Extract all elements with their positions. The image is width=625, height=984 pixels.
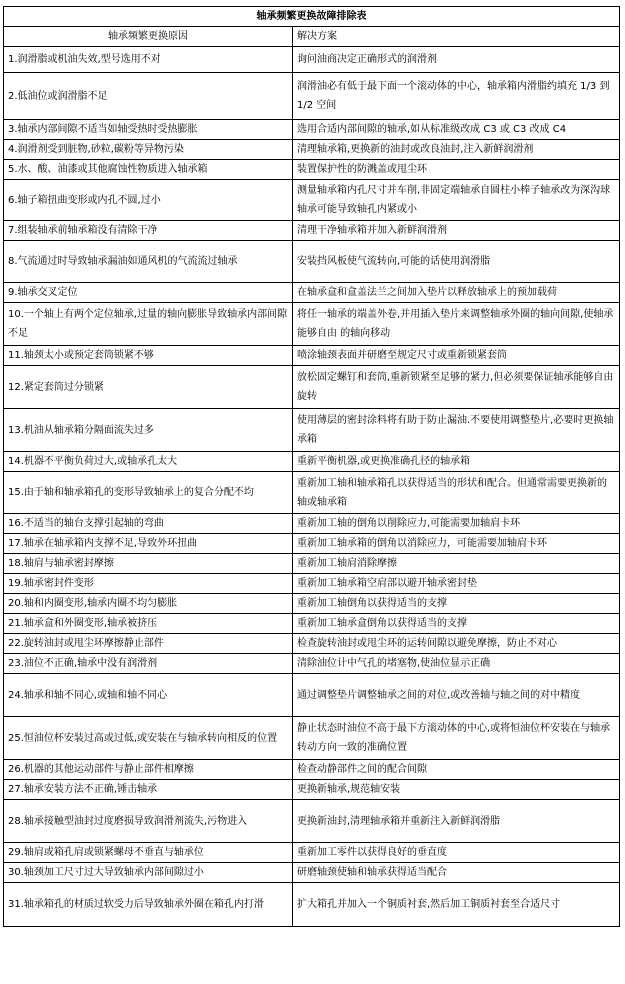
solution-cell: 重新加工零件以获得良好的垂直度	[293, 843, 620, 863]
solution-cell: 重新平衡机器,或更换准确孔径的轴承箱	[293, 452, 620, 472]
cause-cell: 2.低油位或润滑脂不足	[4, 73, 293, 120]
cause-cell: 29.轴肩或箱孔肩或锁紧螺母不垂直与轴承位	[4, 843, 293, 863]
table-row	[4, 283, 620, 303]
table-row	[4, 674, 620, 717]
table-row	[4, 883, 620, 927]
table-row	[4, 472, 620, 514]
table-row	[4, 634, 620, 654]
table-row	[4, 554, 620, 574]
cause-cell: 21.轴承盒和外圈变形,轴承被挤压	[4, 614, 293, 634]
table-title: 轴承频繁更换故障排除表	[4, 7, 620, 27]
solution-cell: 重新加工轴承箱的倒角以消除应力，可能需要加轴肩卡环	[293, 534, 620, 554]
table-row	[4, 47, 620, 73]
table-row	[4, 303, 620, 346]
cause-cell: 18.轴肩与轴承密封摩擦	[4, 554, 293, 574]
solution-cell: 扩大箱孔并加入一个铜质衬套,然后加工铜质衬套至合适尺寸	[293, 883, 620, 927]
cause-cell: 26.机器的其他运动部件与静止部件相摩擦	[4, 760, 293, 780]
title-row	[4, 7, 620, 27]
cause-cell: 30.轴颈加工尺寸过大导致轴承内部间隙过小	[4, 863, 293, 883]
cause-cell: 12.紧定套筒过分锁紧	[4, 366, 293, 409]
table-row	[4, 241, 620, 283]
table-row	[4, 760, 620, 780]
cause-cell: 11.轴颈太小或预定套筒锁紧不够	[4, 346, 293, 366]
solution-cell: 清除油位计中气孔的堵塞物,使油位显示正确	[293, 654, 620, 674]
table-row	[4, 514, 620, 534]
cause-cell: 9.轴承交叉定位	[4, 283, 293, 303]
solution-cell: 询问油商决定正确形式的润滑剂	[293, 47, 620, 73]
cause-cell: 8.气流通过时导致轴承漏油如通风机的气流流过轴承	[4, 241, 293, 283]
solution-cell: 重新加工轴肩消除摩擦	[293, 554, 620, 574]
table-row	[4, 654, 620, 674]
table-row	[4, 843, 620, 863]
cause-cell: 24.轴承和轴不同心,或轴和轴不同心	[4, 674, 293, 717]
cause-cell: 19.轴承密封件变形	[4, 574, 293, 594]
troubleshooting-table	[3, 6, 620, 927]
table-row	[4, 534, 620, 554]
solution-cell: 更换新油封,清理轴承箱并重新注入新鲜润滑脂	[293, 800, 620, 843]
table-body	[4, 7, 620, 927]
solution-cell: 选用合适内部间隙的轴承,如从标准级改成 C3 或 C3 改成 C4	[293, 120, 620, 140]
table-row	[4, 160, 620, 180]
table-row	[4, 73, 620, 120]
table-row	[4, 120, 620, 140]
solution-cell: 重新加工轴的倒角以削除应力,可能需要加轴肩卡环	[293, 514, 620, 534]
table-row	[4, 780, 620, 800]
table-row	[4, 800, 620, 843]
table-row	[4, 574, 620, 594]
cause-cell: 7.组装轴承前轴承箱没有清除干净	[4, 221, 293, 241]
header-row	[4, 27, 620, 47]
table-row	[4, 717, 620, 760]
cause-column-header: 轴承频繁更换原因	[4, 27, 293, 47]
cause-cell: 13.机油从轴承箱分隔面流失过多	[4, 409, 293, 452]
solution-cell: 润滑油必有低于最下面一个滚动体的中心，轴承箱内滑脂约填充 1/3 到 1/2 空间	[293, 73, 620, 120]
table-row	[4, 366, 620, 409]
solution-cell: 安装挡风板使气流转向,可能的话使用润滑脂	[293, 241, 620, 283]
solution-cell: 将任一轴承的端盖外卷,并用插入垫片来调整轴承外圈的轴向间隙,使轴承能够自由 的轴向移动	[293, 303, 620, 346]
cause-cell: 16.不适当的轴台支撑引起轴的弯曲	[4, 514, 293, 534]
table-row	[4, 140, 620, 160]
solution-cell: 更换新轴承,规范轴安装	[293, 780, 620, 800]
cause-cell: 23.油位不正确,轴承中没有润滑剂	[4, 654, 293, 674]
table-row	[4, 221, 620, 241]
cause-cell: 17.轴承在轴承箱内支撑不足,导致外环扭曲	[4, 534, 293, 554]
cause-cell: 1.润滑脂或机油失效,型号选用不对	[4, 47, 293, 73]
solution-cell: 清理轴承箱,更换新的油封或改良油封,注入新鲜润滑剂	[293, 140, 620, 160]
solution-cell: 静止状态时油位不高于最下方滚动体的中心,或将恒油位杯安装在与轴承转动方向一致的准确位置	[293, 717, 620, 760]
solution-cell: 清理干净轴承箱并加入新鲜润滑剂	[293, 221, 620, 241]
solution-cell: 放松固定螺钉和套筒,重新锁紧至足够的紧力,但必须要保证轴承能够自由旋转	[293, 366, 620, 409]
cause-cell: 20.轴和内圈变形,轴承内圈不均匀膨胀	[4, 594, 293, 614]
solution-cell: 重新加工轴和轴承箱孔以获得适当的形状和配合。但通常需要更换新的轴或轴承箱	[293, 472, 620, 514]
table-row	[4, 180, 620, 221]
solution-cell: 检查动静部件之间的配合间隙	[293, 760, 620, 780]
cause-cell: 4.润滑剂受到脏物,砂粒,碳粉等异物污染	[4, 140, 293, 160]
cause-cell: 22.旋转油封或甩尘环摩擦静止部件	[4, 634, 293, 654]
cause-cell: 14.机器不平衡负荷过大,或轴承孔太大	[4, 452, 293, 472]
solution-cell: 通过调整垫片调整轴承之间的对位,或改善轴与轴之间的对中精度	[293, 674, 620, 717]
solution-cell: 装置保护性的防溅盖或甩尘环	[293, 160, 620, 180]
cause-cell: 31.轴承箱孔的材质过软受力后导致轴承外圈在箱孔内打滑	[4, 883, 293, 927]
cause-cell: 28.轴承接触型油封过度磨损导致润滑剂流失,污物进入	[4, 800, 293, 843]
solution-cell: 检查旋转油封或甩尘环的运转间隙以避免摩擦，防止不对心	[293, 634, 620, 654]
cause-cell: 6.轴子箱扭曲变形或内孔不圆,过小	[4, 180, 293, 221]
cause-cell: 25.恒油位杯安装过高或过低,或安装在与轴承转向相反的位置	[4, 717, 293, 760]
cause-cell: 5.水、酸、油漆或其他腐蚀性物质进入轴承箱	[4, 160, 293, 180]
solution-cell: 使用薄层的密封涂料将有助于防止漏油.不要使用调整垫片,必要时更换轴承箱	[293, 409, 620, 452]
cause-cell: 10.一个轴上有两个定位轴承,过量的轴向膨胀导致轴承内部间隙不足	[4, 303, 293, 346]
solution-cell: 在轴承盒和盒盖法兰之间加入垫片以释放轴承上的预加载荷	[293, 283, 620, 303]
table-row	[4, 594, 620, 614]
cause-cell: 27.轴承安装方法不正确,锤击轴承	[4, 780, 293, 800]
table-row	[4, 452, 620, 472]
solution-cell: 测量轴承箱内孔尺寸并车削,非固定端轴承自圆柱小棒子轴承改为深沟球轴承可能导致轴孔内紧或小	[293, 180, 620, 221]
table-row	[4, 863, 620, 883]
solution-cell: 研磨轴颈使轴和轴承获得适当配合	[293, 863, 620, 883]
table-row	[4, 614, 620, 634]
table-row	[4, 346, 620, 366]
table-row	[4, 409, 620, 452]
solution-cell: 喷涂轴颈表面并研磨至规定尺寸或重新锁紧套筒	[293, 346, 620, 366]
cause-cell: 3.轴承内部间隙不适当如轴受热时受热膨胀	[4, 120, 293, 140]
solution-cell: 重新加工轴倒角以获得适当的支撑	[293, 594, 620, 614]
cause-cell: 15.由于轴和轴承箱孔的变形导致轴承上的复合分配不均	[4, 472, 293, 514]
solution-cell: 重新加工轴承箱空肩部以避开轴承密封垫	[293, 574, 620, 594]
solution-column-header: 解决方案	[293, 27, 620, 47]
solution-cell: 重新加工轴承盒倒角以获得适当的支撑	[293, 614, 620, 634]
